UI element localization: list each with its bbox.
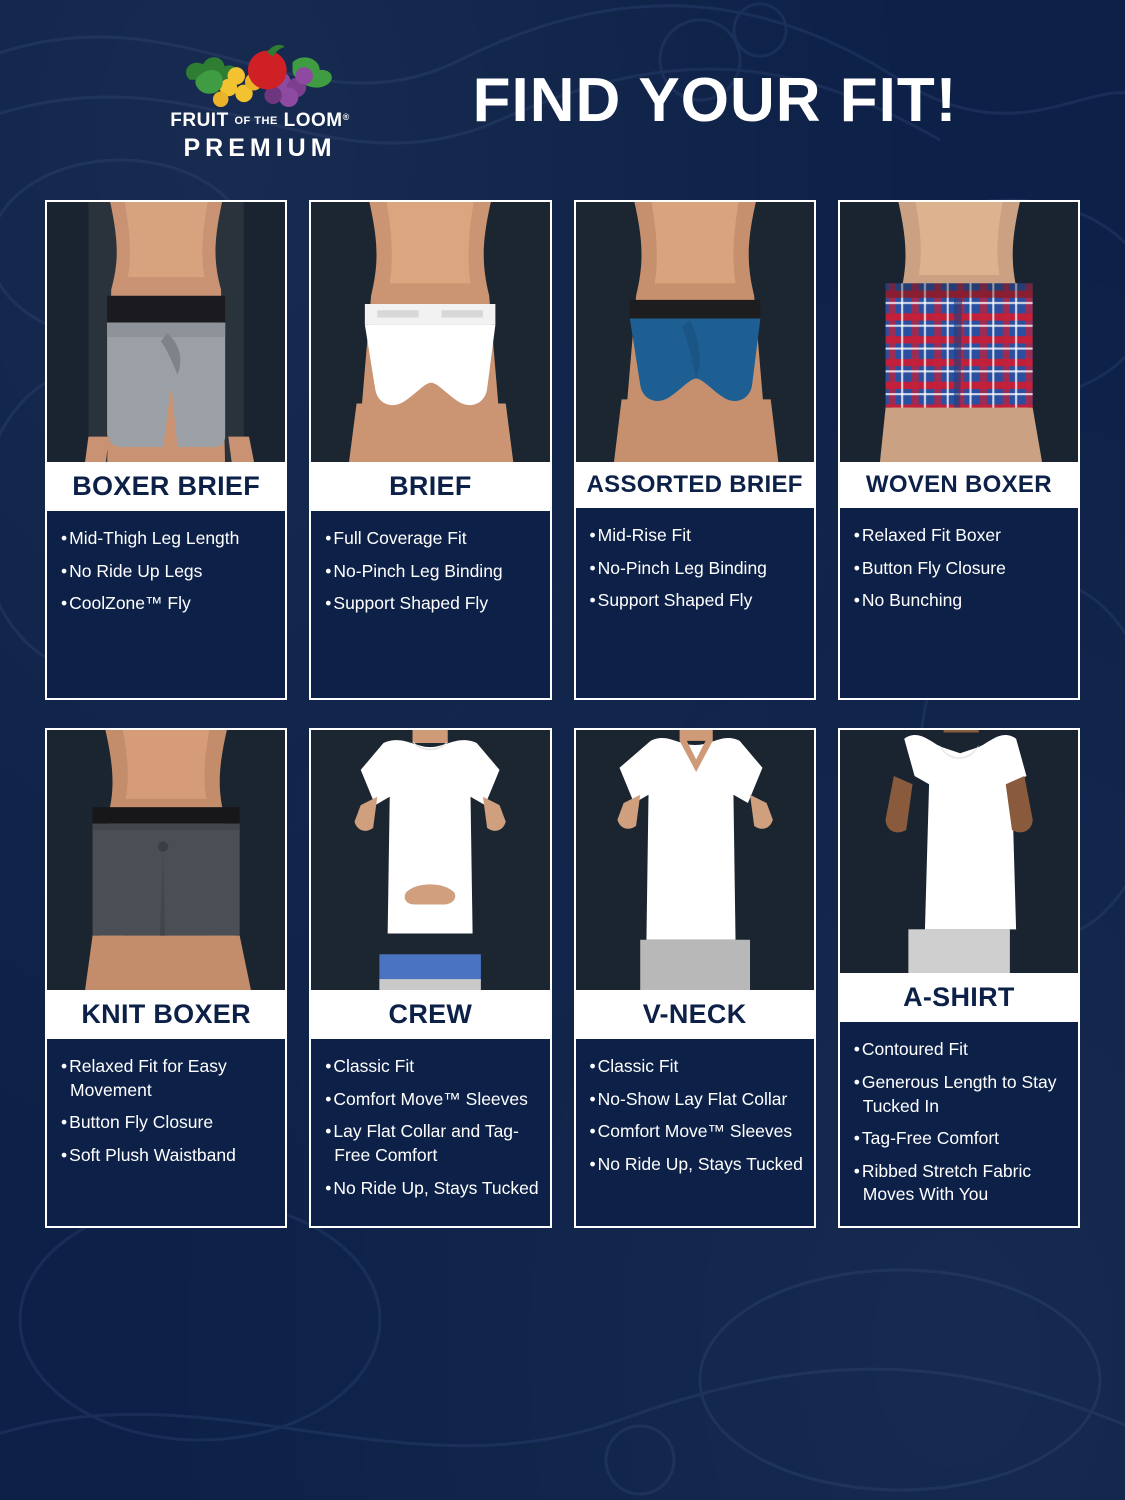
- feature-item: • Ribbed Stretch Fabric Moves With You: [854, 1160, 1068, 1207]
- product-photo-woven-boxer: [840, 202, 1078, 464]
- feature-item: • Support Shaped Fly: [590, 589, 804, 613]
- feature-item: • Mid-Rise Fit: [590, 524, 804, 548]
- product-title: ASSORTED BRIEF: [576, 464, 814, 508]
- feature-item: • No Ride Up, Stays Tucked: [325, 1177, 539, 1201]
- product-card-boxer-brief[interactable]: [45, 200, 287, 700]
- product-photo-brief: [311, 202, 549, 464]
- product-title: WOVEN BOXER: [840, 464, 1078, 508]
- feature-item: • Comfort Move™ Sleeves: [590, 1120, 804, 1144]
- feature-item: • Relaxed Fit Boxer: [854, 524, 1068, 548]
- product-photo-boxer-brief: [47, 202, 285, 464]
- product-grid: [0, 200, 1125, 1228]
- product-photo-v-neck: [576, 730, 814, 992]
- feature-item: • Button Fly Closure: [61, 1111, 275, 1135]
- feature-item: • Classic Fit: [590, 1055, 804, 1079]
- feature-item: • Relaxed Fit for Easy Movement: [61, 1055, 275, 1102]
- feature-item: • Support Shaped Fly: [325, 592, 539, 616]
- product-card-assorted-brief[interactable]: [574, 200, 816, 700]
- feature-item: • CoolZone™ Fly: [61, 592, 275, 616]
- feature-item: • No Ride Up, Stays Tucked: [590, 1153, 804, 1177]
- product-title: CREW: [311, 992, 549, 1039]
- product-features: [840, 1022, 1078, 1226]
- product-title: KNIT BOXER: [47, 992, 285, 1039]
- product-features: [311, 1039, 549, 1226]
- feature-item: • Generous Length to Stay Tucked In: [854, 1071, 1068, 1118]
- product-photo-knit-boxer: [47, 730, 285, 992]
- feature-item: • No Bunching: [854, 589, 1068, 613]
- product-photo-assorted-brief: [576, 202, 814, 464]
- product-card-woven-boxer[interactable]: [838, 200, 1080, 700]
- feature-item: • Mid-Thigh Leg Length: [61, 527, 275, 551]
- brand-premium-label: PREMIUM: [183, 134, 337, 162]
- product-title: V-NECK: [576, 992, 814, 1039]
- feature-item: • Classic Fit: [325, 1055, 539, 1079]
- feature-item: • No-Pinch Leg Binding: [590, 557, 804, 581]
- product-features: [840, 508, 1078, 698]
- fruit-cluster-icon: [178, 37, 343, 109]
- feature-item: • No-Show Lay Flat Collar: [590, 1088, 804, 1112]
- feature-item: • Lay Flat Collar and Tag-Free Comfort: [325, 1120, 539, 1167]
- product-features: [576, 508, 814, 698]
- product-photo-a-shirt: [840, 730, 1078, 975]
- product-title: BRIEF: [311, 464, 549, 511]
- feature-item: • Tag-Free Comfort: [854, 1127, 1068, 1151]
- product-features: [576, 1039, 814, 1226]
- feature-item: • Full Coverage Fit: [325, 527, 539, 551]
- product-card-crew[interactable]: [309, 728, 551, 1228]
- feature-item: • Comfort Move™ Sleeves: [325, 1088, 539, 1112]
- brand-name: FRUIT OF THE LOOM®: [170, 110, 350, 131]
- header: [0, 0, 1125, 200]
- product-features: [311, 511, 549, 698]
- product-title: A-SHIRT: [840, 975, 1078, 1022]
- feature-item: • Soft Plush Waistband: [61, 1144, 275, 1168]
- product-card-brief[interactable]: [309, 200, 551, 700]
- brand-logo: [135, 37, 385, 163]
- feature-item: • Button Fly Closure: [854, 557, 1068, 581]
- feature-item: • No Ride Up Legs: [61, 560, 275, 584]
- product-card-knit-boxer[interactable]: [45, 728, 287, 1228]
- page-title: FIND YOUR FIT!: [472, 65, 958, 135]
- product-card-a-shirt[interactable]: [838, 728, 1080, 1228]
- feature-item: • No-Pinch Leg Binding: [325, 560, 539, 584]
- product-photo-crew: [311, 730, 549, 992]
- product-features: [47, 511, 285, 698]
- product-title: BOXER BRIEF: [47, 464, 285, 511]
- feature-item: • Contoured Fit: [854, 1038, 1068, 1062]
- product-features: [47, 1039, 285, 1226]
- product-card-v-neck[interactable]: [574, 728, 816, 1228]
